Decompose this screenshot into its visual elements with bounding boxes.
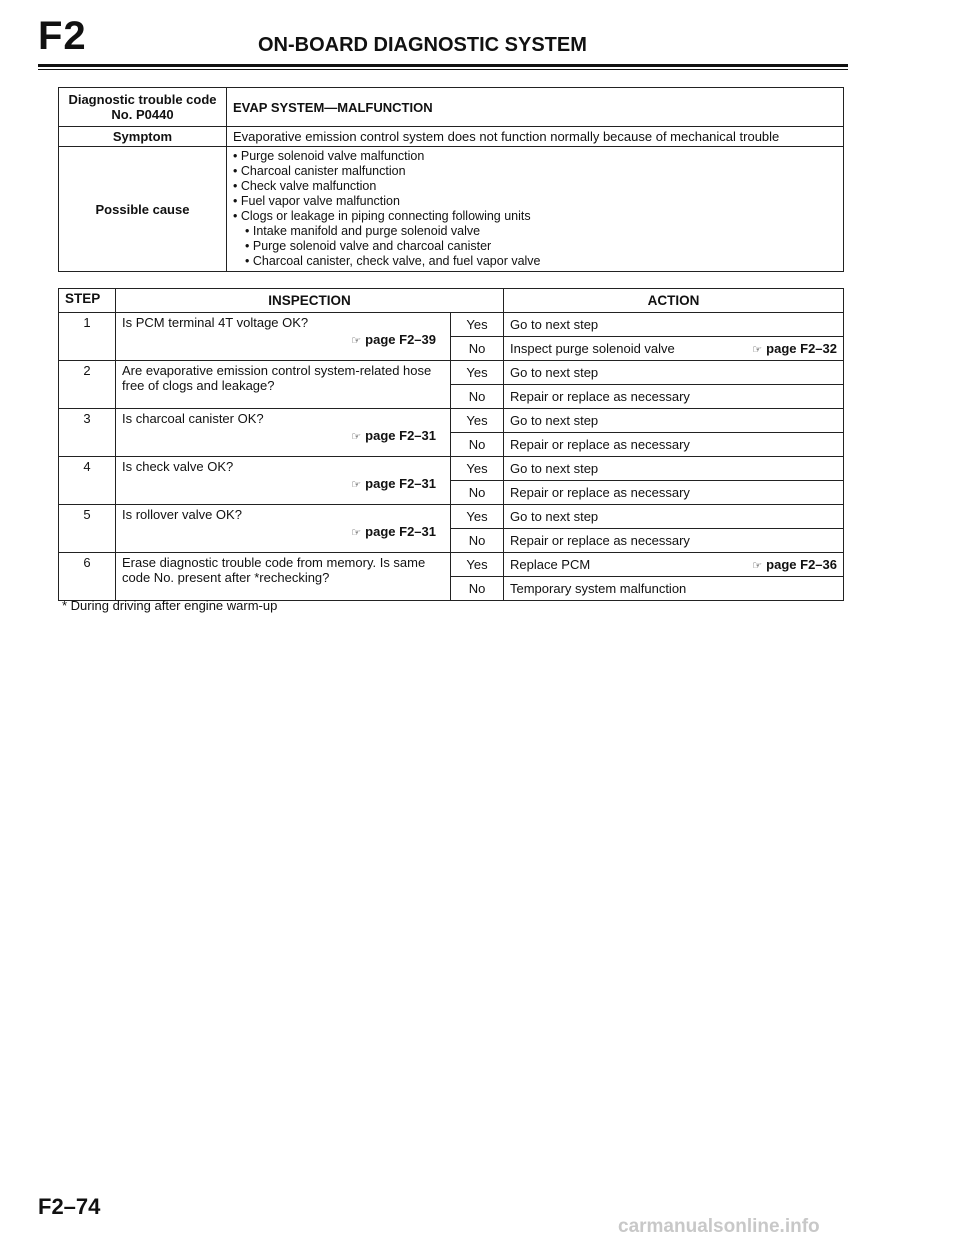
cause-sub-item: • Purge solenoid valve and charcoal canister <box>233 239 837 254</box>
action-content <box>510 461 837 476</box>
page-reference <box>122 476 444 491</box>
dtc-row <box>59 88 844 127</box>
action-content <box>510 485 837 500</box>
step-table-body <box>59 313 844 601</box>
pointing-hand-icon: ☞ <box>351 479 362 491</box>
page-reference <box>122 332 444 347</box>
no-label: No <box>451 529 504 553</box>
pointing-hand-icon: ☞ <box>752 560 763 572</box>
step-row-yes <box>59 505 844 529</box>
action-text: Repair or replace as necessary <box>510 533 690 548</box>
step-number: 3 <box>59 409 116 457</box>
action-content <box>510 389 837 404</box>
yes-action <box>504 361 844 385</box>
action-reference <box>752 557 837 572</box>
cause-sub-item: • Charcoal canister, check valve, and fuel vapor valve <box>233 254 837 269</box>
page-title: ON-BOARD DIAGNOSTIC SYSTEM <box>258 34 587 56</box>
yes-action <box>504 313 844 337</box>
title-divider <box>38 64 848 67</box>
action-reference-text: page F2–36 <box>766 557 837 572</box>
no-label: No <box>451 577 504 601</box>
no-label: No <box>451 337 504 361</box>
dtc-label: Diagnostic trouble code No. P0440 <box>59 88 227 127</box>
symptom-row <box>59 127 844 147</box>
step-inspection <box>116 409 451 457</box>
action-text: Go to next step <box>510 413 599 428</box>
step-number: 1 <box>59 313 116 361</box>
no-action <box>504 337 844 361</box>
step-table <box>58 288 844 601</box>
inspection-text: Is check valve OK? <box>122 459 234 474</box>
step-inspection <box>116 361 451 409</box>
yes-label: Yes <box>451 553 504 577</box>
pointing-hand-icon: ☞ <box>752 344 763 356</box>
yes-action <box>504 457 844 481</box>
yes-label: Yes <box>451 505 504 529</box>
pointing-hand-icon: ☞ <box>351 335 362 347</box>
step-inspection <box>116 505 451 553</box>
step-inspection <box>116 553 451 601</box>
cause-item: • Clogs or leakage in piping connecting following units <box>233 209 837 224</box>
action-content <box>510 581 837 596</box>
dtc-info-table <box>58 87 844 272</box>
action-text: Repair or replace as necessary <box>510 437 690 452</box>
inspection-text: Is charcoal canister OK? <box>122 411 264 426</box>
inspection-text: Is rollover valve OK? <box>122 507 242 522</box>
action-content <box>510 317 837 332</box>
cause-row <box>59 147 844 272</box>
step-row-yes <box>59 457 844 481</box>
action-content <box>510 437 837 452</box>
title-divider-thin <box>38 69 848 70</box>
inspection-text: Are evaporative emission control system-related hose free of clogs and leakage? <box>122 363 432 393</box>
action-text: Repair or replace as necessary <box>510 485 690 500</box>
no-label: No <box>451 385 504 409</box>
action-text: Temporary system malfunction <box>510 581 687 596</box>
yes-action <box>504 553 844 577</box>
watermark: carmanualsonline.info <box>618 1216 820 1237</box>
action-text: Inspect purge solenoid valve <box>510 341 675 356</box>
action-reference <box>752 341 837 356</box>
cause-item: • Check valve malfunction <box>233 179 837 194</box>
yes-label: Yes <box>451 409 504 433</box>
action-text: Go to next step <box>510 461 599 476</box>
page-reference <box>122 428 444 443</box>
step-number: 6 <box>59 553 116 601</box>
action-reference-text: page F2–32 <box>766 341 837 356</box>
pointing-hand-icon: ☞ <box>351 431 362 443</box>
yes-action <box>504 505 844 529</box>
action-content <box>510 341 837 356</box>
col-inspection-header: INSPECTION <box>116 289 504 313</box>
page-reference <box>122 524 444 539</box>
col-step-header: STEP <box>59 289 116 313</box>
step-number: 5 <box>59 505 116 553</box>
no-action <box>504 433 844 457</box>
yes-label: Yes <box>451 457 504 481</box>
cause-list <box>233 149 837 269</box>
step-table-header <box>59 289 844 313</box>
action-text: Go to next step <box>510 365 599 380</box>
cause-item: • Charcoal canister malfunction <box>233 164 837 179</box>
step-row-yes <box>59 313 844 337</box>
step-row-yes <box>59 553 844 577</box>
action-content <box>510 413 837 428</box>
step-inspection <box>116 457 451 505</box>
step-row-yes <box>59 409 844 433</box>
page-number: F2–74 <box>38 1194 101 1219</box>
no-label: No <box>451 481 504 505</box>
action-content <box>510 533 837 548</box>
action-text: Replace PCM <box>510 557 591 572</box>
page-reference-text: page F2–31 <box>365 476 436 491</box>
action-text: Go to next step <box>510 509 599 524</box>
no-action <box>504 481 844 505</box>
cause-cell <box>227 147 844 272</box>
cause-item: • Fuel vapor valve malfunction <box>233 194 837 209</box>
page-reference-text: page F2–31 <box>365 524 436 539</box>
yes-action <box>504 409 844 433</box>
no-action <box>504 529 844 553</box>
dtc-value: EVAP SYSTEM—MALFUNCTION <box>227 88 844 127</box>
yes-label: Yes <box>451 361 504 385</box>
yes-label: Yes <box>451 313 504 337</box>
action-content <box>510 365 837 380</box>
symptom-value: Evaporative emission control system does not function normally because of mechanical trouble <box>227 127 844 147</box>
cause-item: • Purge solenoid valve malfunction <box>233 149 837 164</box>
col-action-header: ACTION <box>504 289 844 313</box>
step-number: 4 <box>59 457 116 505</box>
inspection-text: Erase diagnostic trouble code from memory. Is same code No. present after *rechecking? <box>122 555 426 585</box>
no-action <box>504 385 844 409</box>
page-reference-text: page F2–31 <box>365 428 436 443</box>
no-action <box>504 577 844 601</box>
pointing-hand-icon: ☞ <box>351 527 362 539</box>
action-content <box>510 509 837 524</box>
action-content <box>510 557 837 572</box>
symptom-label: Symptom <box>59 127 227 147</box>
section-code: F2 <box>38 14 87 58</box>
footnote: * During driving after engine warm-up <box>62 598 278 613</box>
cause-label: Possible cause <box>59 147 227 272</box>
no-label: No <box>451 433 504 457</box>
inspection-text: Is PCM terminal 4T voltage OK? <box>122 315 309 330</box>
step-row-yes <box>59 361 844 385</box>
cause-sub-item: • Intake manifold and purge solenoid valve <box>233 224 837 239</box>
action-text: Repair or replace as necessary <box>510 389 690 404</box>
step-number: 2 <box>59 361 116 409</box>
action-text: Go to next step <box>510 317 599 332</box>
page-reference-text: page F2–39 <box>365 332 436 347</box>
step-inspection <box>116 313 451 361</box>
